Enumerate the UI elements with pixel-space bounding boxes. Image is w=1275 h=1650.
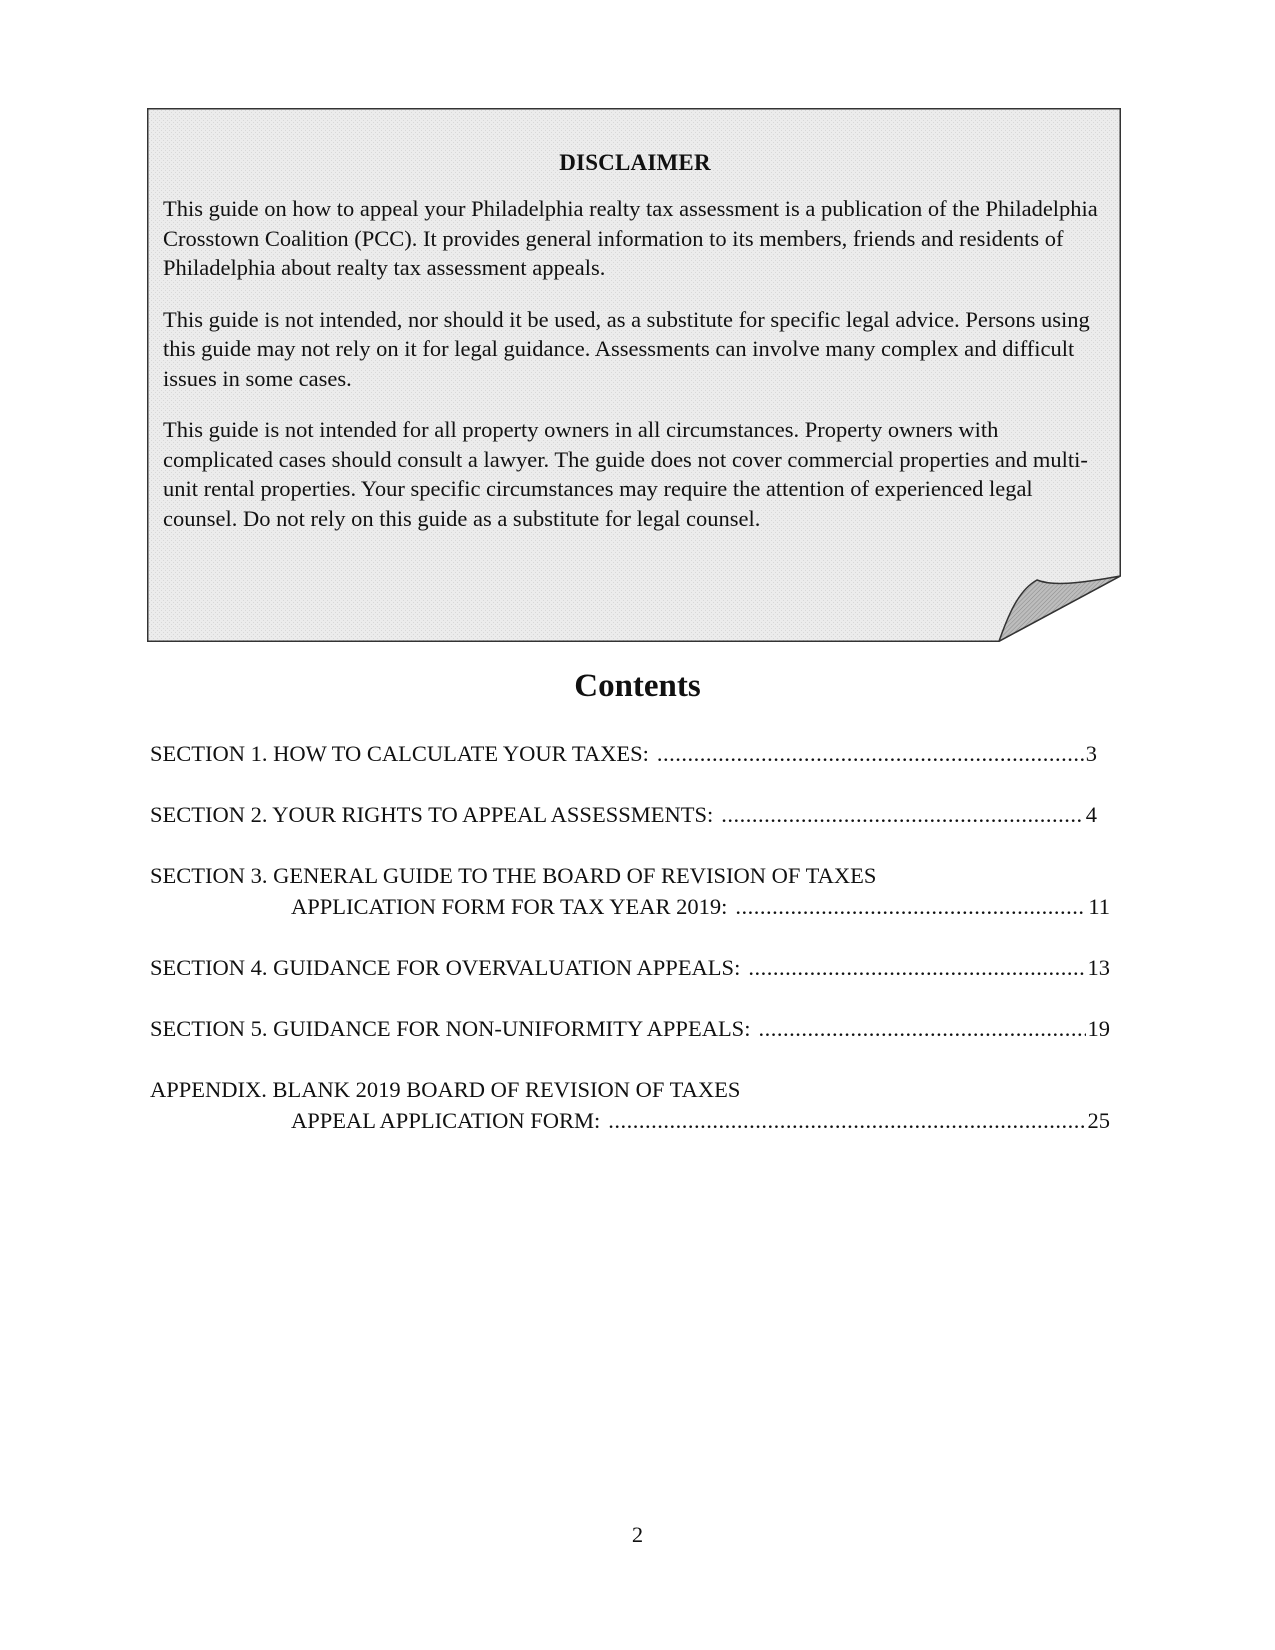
toc-page-number: 11: [1088, 894, 1110, 919]
toc-page-number: 3: [1085, 741, 1097, 766]
disclaimer-paragraph-1: This guide on how to appeal your Philadelphia realty tax assessment is a publication of the Philadelphia Crosstown Coalition (PCC). It provides general information to its members, friends and residents of Philadelphia about realty tax assessment appeals.: [163, 196, 1098, 280]
toc-entry-section-2[interactable]: [150, 799, 1110, 830]
toc-entry-subtitle: APPEAL APPLICATION FORM:: [291, 1108, 601, 1133]
toc-entry-title: SECTION 5. GUIDANCE FOR NON-UNIFORMITY APPEALS:: [150, 1016, 751, 1041]
disclaimer-paragraph-2: This guide is not intended, nor should it be used, as a substitute for specific legal advice. Persons using this guide may not rely on it for legal guidance. Assessments can involve many complex and difficult issues in some cases.: [163, 306, 1090, 391]
disclaimer-box: [147, 108, 1121, 642]
toc-entry-title: SECTION 2. YOUR RIGHTS TO APPEAL ASSESSMENTS:: [150, 802, 714, 827]
toc-dot-leader: [735, 891, 1086, 922]
toc-page-number: 19: [1087, 1016, 1110, 1041]
toc-entry-title: SECTION 4. GUIDANCE FOR OVERVALUATION APPEALS:: [150, 955, 741, 980]
toc-page-number: 13: [1087, 955, 1110, 980]
toc-page-number: 25: [1087, 1108, 1110, 1133]
toc-entry-section-3[interactable]: [150, 860, 1110, 922]
toc-page-number: 4: [1085, 802, 1097, 827]
toc-entry-section-1[interactable]: [150, 738, 1110, 769]
toc-entry-section-5[interactable]: [150, 1013, 1110, 1044]
toc-dot-leader: [657, 738, 1084, 769]
toc-entry-subtitle: APPLICATION FORM FOR TAX YEAR 2019:: [291, 894, 728, 919]
toc-entry-appendix[interactable]: [150, 1074, 1110, 1136]
toc-entry-title: APPENDIX. BLANK 2019 BOARD OF REVISION OF TAXES: [150, 1077, 741, 1102]
table-of-contents: [150, 738, 1110, 1166]
disclaimer-paragraph-3: This guide is not intended for all property owners in all circumstances. Property owners with complicated cases should consult a lawyer. The guide does not cover commercial properties and multi-unit rental properties. Your specific circumstances may require the attention of experienced legal counsel. Do not rely on this guide as a substitute for legal counsel.: [163, 417, 1088, 531]
page-number: 2: [631, 1522, 644, 1547]
toc-entry-title: SECTION 3. GENERAL GUIDE TO THE BOARD OF REVISION OF TAXES: [150, 863, 877, 888]
toc-entry-section-4[interactable]: [150, 952, 1110, 983]
toc-entry-title: SECTION 1. HOW TO CALCULATE YOUR TAXES:: [150, 741, 649, 766]
disclaimer-title: DISCLAIMER: [559, 150, 711, 175]
contents-title: Contents: [574, 668, 701, 704]
toc-dot-leader: [748, 952, 1085, 983]
toc-dot-leader: [758, 1013, 1085, 1044]
toc-dot-leader: [608, 1105, 1085, 1136]
toc-dot-leader: [721, 799, 1084, 830]
